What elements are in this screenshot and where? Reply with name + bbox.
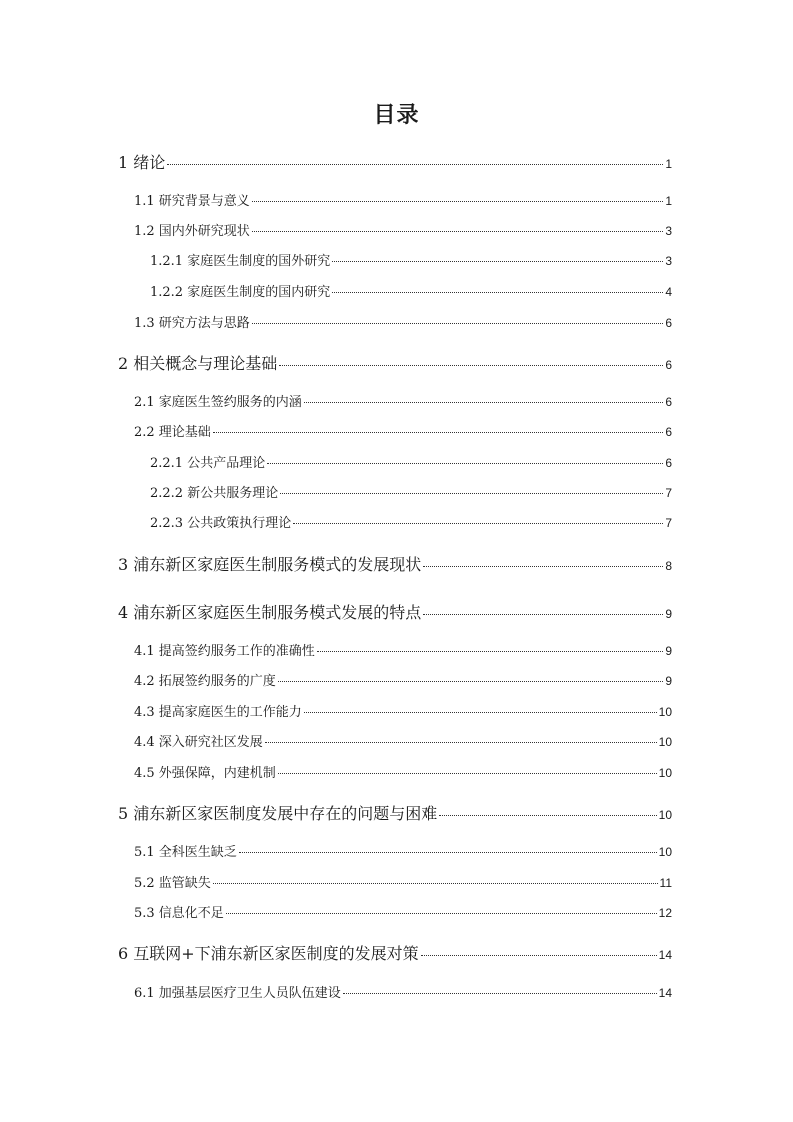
toc-entry-2[interactable] <box>118 351 672 374</box>
toc-entry-label: 2 相关概念与理论基础 <box>118 354 278 373</box>
toc-entry-page: 1 <box>665 157 672 171</box>
toc-entry-page: 12 <box>658 906 672 920</box>
toc-entry-page: 9 <box>665 607 672 621</box>
dot-leader <box>278 681 664 682</box>
dot-leader <box>439 815 656 816</box>
dot-leader <box>213 883 658 884</box>
toc-entry-1-2-2[interactable] <box>150 281 672 300</box>
toc-entry-1-1[interactable] <box>134 190 672 209</box>
toc-entry-label: 4.4 深入研究社区发展 <box>134 735 263 750</box>
toc-entry-page: 9 <box>665 644 672 658</box>
dot-leader <box>304 402 664 403</box>
toc-entry-4-3[interactable] <box>134 701 672 720</box>
dot-leader <box>226 913 657 914</box>
toc-entry-label: 1.3 研究方法与思路 <box>134 316 250 331</box>
toc-entry-label: 4.1 提高签约服务工作的准确性 <box>134 644 315 659</box>
toc-entry-page: 10 <box>658 845 672 859</box>
toc-entry-4[interactable] <box>118 600 672 623</box>
dot-leader <box>421 955 657 956</box>
dot-leader <box>304 712 657 713</box>
toc-entry-4-5[interactable] <box>134 762 672 781</box>
toc-entry-page: 4 <box>665 285 672 299</box>
dot-leader <box>423 614 663 615</box>
dot-leader <box>252 231 664 232</box>
toc-entry-label: 5 浦东新区家医制度发展中存在的问题与困难 <box>118 804 438 823</box>
toc-entry-label: 2.1 家庭医生签约服务的内涵 <box>134 395 302 410</box>
dot-leader <box>252 323 664 324</box>
toc-entry-label: 1.2.1 家庭医生制度的国外研究 <box>150 254 331 269</box>
toc-entry-page: 6 <box>665 316 672 330</box>
toc-entry-page: 14 <box>658 948 672 962</box>
toc-entry-2-2-1[interactable] <box>150 452 672 471</box>
dot-leader <box>239 852 657 853</box>
toc-entry-1-2-1[interactable] <box>150 250 672 269</box>
toc-entry-page: 10 <box>658 705 672 719</box>
toc-entry-1[interactable] <box>118 150 672 173</box>
toc-entry-label: 1.2.2 家庭医生制度的国内研究 <box>150 285 331 300</box>
toc-entry-4-1[interactable] <box>134 640 672 659</box>
toc-entry-label: 2.2.2 新公共服务理论 <box>150 486 279 501</box>
toc-entry-label: 5.1 全科医生缺乏 <box>134 845 237 860</box>
toc-entry-2-2-2[interactable] <box>150 482 672 501</box>
dot-leader <box>265 742 657 743</box>
toc-entry-label: 5.3 信息化不足 <box>134 906 224 921</box>
dot-leader <box>267 463 663 464</box>
dot-leader <box>280 493 663 494</box>
toc-entry-page: 8 <box>665 559 672 573</box>
dot-leader <box>332 292 663 293</box>
toc-entry-label: 2.2.1 公共产品理论 <box>150 456 266 471</box>
dot-leader <box>278 773 657 774</box>
toc-entry-6-1[interactable] <box>134 982 672 1001</box>
dot-leader <box>279 365 663 366</box>
toc-entry-page: 3 <box>665 224 672 238</box>
toc-entry-5[interactable] <box>118 801 672 824</box>
toc-entry-1-2[interactable] <box>134 220 672 239</box>
toc-entry-label: 4.2 拓展签约服务的广度 <box>134 674 276 689</box>
dot-leader <box>167 164 663 165</box>
toc-entry-label: 4 浦东新区家庭医生制服务模式发展的特点 <box>118 603 422 622</box>
toc-entry-page: 6 <box>665 456 672 470</box>
toc-entry-2-1[interactable] <box>134 391 672 410</box>
dot-leader <box>332 261 663 262</box>
toc-entry-label: 1 绪论 <box>118 153 166 172</box>
toc-entry-label: 3 浦东新区家庭医生制服务模式的发展现状 <box>118 555 422 574</box>
dot-leader <box>343 993 657 994</box>
toc-entry-label: 4.3 提高家庭医生的工作能力 <box>134 705 302 720</box>
toc-entry-label: 2.2.3 公共政策执行理论 <box>150 516 292 531</box>
dot-leader <box>252 201 664 202</box>
toc-entry-5-1[interactable] <box>134 841 672 860</box>
toc-entry-label: 1.2 国内外研究现状 <box>134 224 250 239</box>
toc-entry-page: 3 <box>665 254 672 268</box>
toc-entry-4-2[interactable] <box>134 670 672 689</box>
toc-entry-page: 1 <box>665 194 672 208</box>
dot-leader <box>317 651 664 652</box>
toc-entry-page: 11 <box>659 876 672 890</box>
toc-entry-3[interactable] <box>118 552 672 575</box>
dot-leader <box>423 566 663 567</box>
toc-entry-label: 6 互联网+下浦东新区家医制度的发展对策 <box>118 944 419 963</box>
toc-entry-label: 1.1 研究背景与意义 <box>134 194 250 209</box>
toc-entry-page: 9 <box>665 674 672 688</box>
toc-entry-page: 6 <box>665 358 672 372</box>
toc-entry-5-3[interactable] <box>134 902 672 921</box>
toc-entry-page: 10 <box>658 808 672 822</box>
toc-entry-1-3[interactable] <box>134 312 672 331</box>
page-title: 目录 <box>373 103 420 128</box>
toc-entry-4-4[interactable] <box>134 731 672 750</box>
toc-entry-page: 6 <box>665 425 672 439</box>
toc-entry-2-2[interactable] <box>134 421 672 440</box>
toc-entry-label: 5.2 监管缺失 <box>134 876 211 891</box>
toc-entry-page: 10 <box>658 766 672 780</box>
toc-entry-label: 2.2 理论基础 <box>134 425 211 440</box>
dot-leader <box>213 432 664 433</box>
toc-entry-page: 6 <box>665 395 672 409</box>
dot-leader <box>293 523 663 524</box>
toc-entry-label: 6.1 加强基层医疗卫生人员队伍建设 <box>134 986 341 1001</box>
toc-entry-6[interactable] <box>118 941 672 964</box>
toc-entry-page: 7 <box>665 516 672 530</box>
toc-entry-page: 10 <box>658 735 672 749</box>
toc-entry-5-2[interactable] <box>134 872 672 891</box>
toc-entry-2-2-3[interactable] <box>150 512 672 531</box>
toc-entry-page: 7 <box>665 486 672 500</box>
toc-entry-page: 14 <box>658 986 672 1000</box>
toc-entry-label: 4.5 外强保障，内建机制 <box>134 766 276 781</box>
